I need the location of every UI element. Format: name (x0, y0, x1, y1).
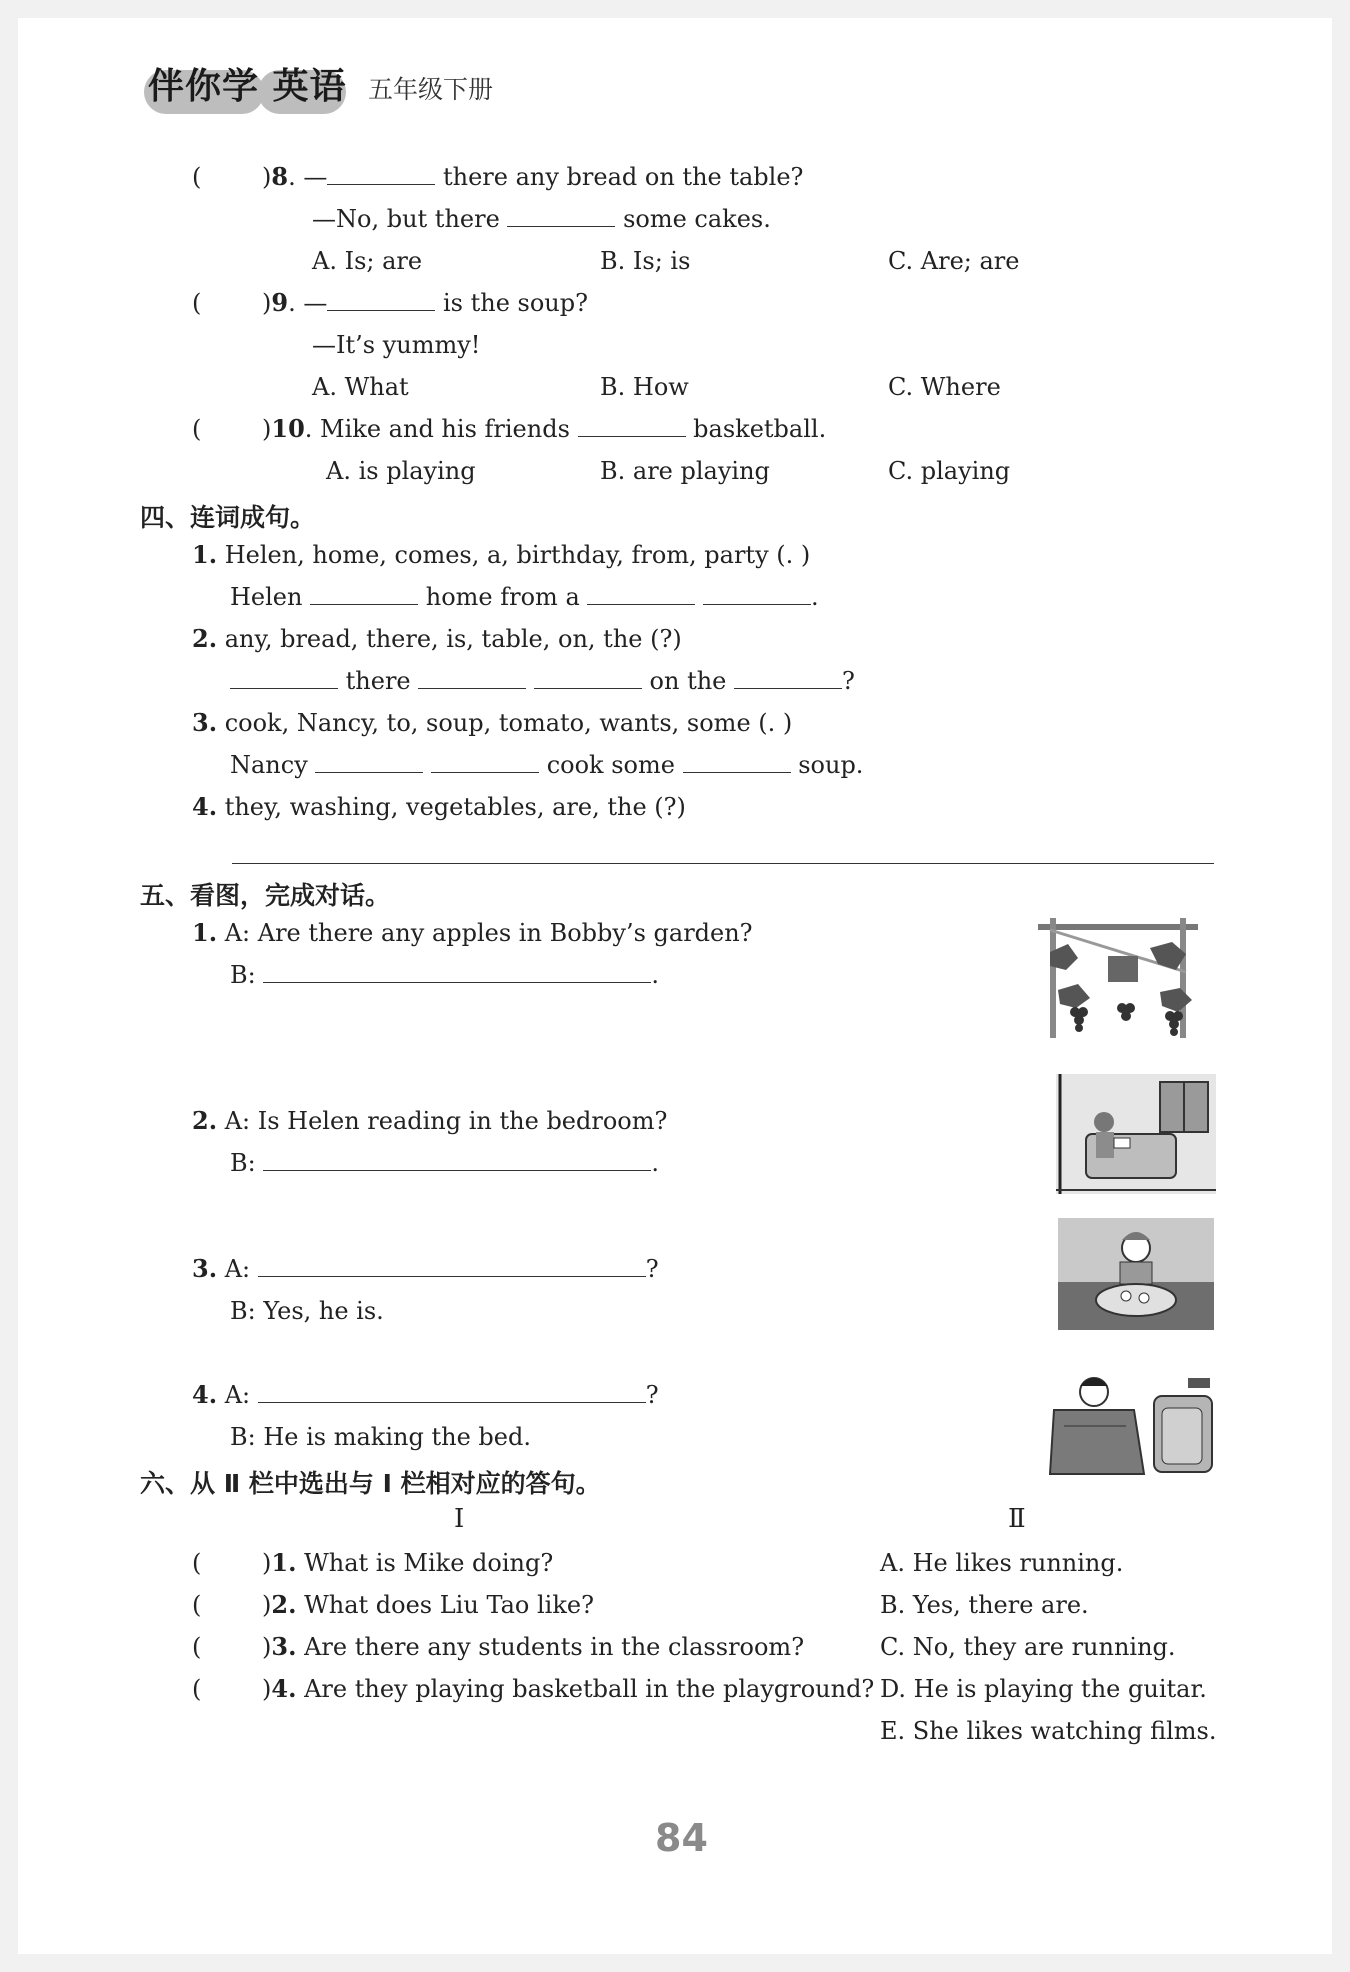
answer-blank[interactable] (534, 666, 642, 689)
matching-answer-b: B. Yes, there are. (880, 1591, 1089, 1619)
part5-q3-answer: B: Yes, he is. (230, 1297, 384, 1325)
answer-blank[interactable] (327, 162, 435, 185)
part5-q1-answer: B: . (230, 961, 660, 989)
header-subtitle: 五年级下册 (368, 75, 494, 104)
question-9: ( )9. — is the soup? (192, 288, 588, 317)
part5-q4: 4. A: ? (192, 1380, 659, 1409)
bedroom-girl-illustration (1056, 1074, 1216, 1194)
part4-answer-2: there on the ? (230, 666, 855, 696)
answer-blank[interactable] (315, 750, 423, 773)
part5-q1: 1. A: Are there any apples in Bobby’s garden? (192, 918, 753, 947)
answer-blank[interactable] (587, 582, 695, 605)
part4-item-2: 2. any, bread, there, is, table, on, the (?) (192, 624, 682, 653)
part5-q2-answer: B: . (230, 1149, 660, 1177)
matching-question-1: ( )1. What is Mike doing? (192, 1548, 554, 1577)
matching-answer-d: D. He is playing the guitar. (880, 1675, 1207, 1703)
answer-line[interactable] (232, 863, 1214, 864)
boy-washing-illustration (1058, 1218, 1214, 1330)
option: A. What (312, 373, 409, 401)
question-8: ( )8. — there any bread on the table? (192, 162, 804, 191)
answer-blank[interactable] (310, 582, 418, 605)
answer-blank[interactable] (578, 414, 686, 437)
question-8-line2: —No, but there some cakes. (312, 205, 771, 233)
part4-item-4: 4. they, washing, vegetables, are, the (?) (192, 792, 686, 821)
matching-question-2: ( )2. What does Liu Tao like? (192, 1590, 594, 1619)
answer-blank[interactable] (327, 288, 435, 311)
column-1-heading: Ⅰ (454, 1504, 465, 1534)
answer-blank[interactable] (258, 1254, 646, 1277)
answer-blank[interactable] (507, 204, 615, 227)
section-6-title: 六、从 Ⅱ 栏中选出与 Ⅰ 栏相对应的答句。 (140, 1469, 601, 1498)
answer-blank[interactable] (230, 666, 338, 689)
matching-answer-a: A. He likes running. (880, 1549, 1124, 1577)
part4-item-3: 3. cook, Nancy, to, soup, tomato, wants, some (. ) (192, 708, 793, 737)
option: C. Where (888, 373, 1001, 401)
part4-answer-1: Helen home from a . (230, 583, 819, 611)
section-4-title: 四、连词成句。 (140, 503, 316, 532)
option: C. Are; are (888, 247, 1020, 275)
matching-question-3: ( )3. Are there any students in the classroom? (192, 1632, 805, 1661)
answer-blank[interactable] (258, 1380, 646, 1403)
answer-blank[interactable] (263, 960, 651, 983)
answer-blank[interactable] (703, 582, 811, 605)
boy-making-bed-illustration (1044, 1368, 1216, 1480)
part5-q2: 2. A: Is Helen reading in the bedroom? (192, 1106, 668, 1135)
option: C. playing (888, 457, 1011, 485)
question-10: ( )10. Mike and his friends basketball. (192, 414, 827, 443)
answer-blank[interactable] (431, 750, 539, 773)
matching-answer-c: C. No, they are running. (880, 1633, 1176, 1661)
option: A. Is; are (312, 247, 423, 275)
option: B. How (600, 373, 689, 401)
part5-q3: 3. A: ? (192, 1254, 659, 1283)
header-brand: 伴你学 英语 (148, 66, 347, 107)
answer-blank[interactable] (263, 1148, 651, 1171)
answer-blank[interactable] (418, 666, 526, 689)
part5-q4-answer: B: He is making the bed. (230, 1423, 531, 1451)
grape-vine-garden-illustration (1030, 912, 1216, 1052)
matching-answer-e: E. She likes watching films. (880, 1717, 1217, 1745)
section-5-title: 五、看图，完成对话。 (140, 881, 391, 910)
part4-answer-3: Nancy cook some soup. (230, 751, 864, 779)
column-2-heading: Ⅱ (1008, 1504, 1026, 1534)
option: B. Is; is (600, 247, 691, 275)
option: B. are playing (600, 457, 770, 485)
option: A. is playing (326, 457, 476, 485)
answer-blank[interactable] (734, 666, 842, 689)
answer-blank[interactable] (683, 750, 791, 773)
page-number: 84 (655, 1816, 708, 1860)
matching-question-4: ( )4. Are they playing basketball in the playground? (192, 1674, 875, 1703)
part4-item-1: 1. Helen, home, comes, a, birthday, from, party (. ) (192, 540, 811, 569)
question-9-line2: —It’s yummy! (312, 331, 481, 359)
